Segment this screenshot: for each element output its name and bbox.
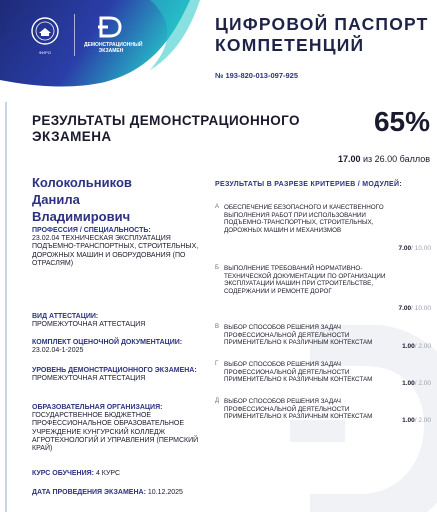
criterion-score-got: 1.00 [402,380,415,387]
level-label: УРОВЕНЬ ДЕМОНСТРАЦИОННОГО ЭКЗАМЕНА: [32,367,197,374]
criterion-score-got: 1.00 [402,417,415,424]
criterion-text: ВЫПОЛНЕНИЕ ТРЕБОВАНИЙ НОРМАТИВНО-ТЕХНИЧЕСКОЙ ДОКУМЕНТАЦИИ ПО ОРГАНИЗАЦИИ ЭКСПЛУАТАЦИИ МАШИН ПРИ СТРОИТЕЛЬСТВЕ, СОДЕРЖАНИИ И РЕМОНТЕ ДОРОГ [224,265,386,295]
firo-logo-icon [30,16,60,46]
criterion-score [402,380,431,387]
criterion-score [402,343,431,350]
profession-label: ПРОФЕССИЯ / СПЕЦИАЛЬНОСТЬ: [32,227,151,234]
criterion-score-max: / 10.00 [411,305,431,312]
criterion-score-max: / 10.00 [411,245,431,252]
result-title-line1: РЕЗУЛЬТАТЫ ДЕМОНСТРАЦИОННОГО [32,113,300,128]
header [0,0,437,100]
criterion-letter: Г [215,361,219,367]
criterion-score-max: / 2.00 [414,417,431,424]
result-title [32,113,322,145]
org-value: ГОСУДАРСТВЕННОЕ БЮДЖЕТНОЕ ПРОФЕССИОНАЛЬНОЕ ОБРАЗОВАТЕЛЬНОЕ УЧРЕЖДЕНИЕ КУНГУРСКИЙ КОЛЛЕДЖ АГРОТЕХНОЛОГИЙ И УПРАВЛЕНИЯ (ПЕРМСКИЙ КРАЙ) [32,412,199,453]
attestation-label: ВИД АТТЕСТАЦИИ: [32,313,99,320]
person-name-line1: Колокольников [32,175,132,190]
criterion-item [215,265,435,315]
course-block [32,470,120,478]
passport-number: № 193-820-013-097-925 [215,71,299,80]
kod-block [32,339,207,355]
person-name [32,174,202,225]
score-value: 17.00 [337,154,361,164]
course-label: КУРС ОБУЧЕНИЯ: [32,470,94,477]
passport-title [215,14,430,56]
person-name-line2: Данила [32,192,80,207]
attestation-value: ПРОМЕЖУТОЧНАЯ АТТЕСТАЦИЯ [32,321,146,329]
criterion-letter: А [215,204,220,210]
profession-block [32,227,207,268]
passport-title-line2: КОМПЕТЕНЦИЙ [215,35,365,55]
criterion-score [398,245,431,252]
course-value: 4 КУРС [94,470,121,477]
criterion-score [398,305,431,312]
criterion-item [215,204,435,256]
criterion-text: ОБЕСПЕЧЕНИЕ БЕЗОПАСНОГО И КАЧЕСТВЕННОГО ВЫПОЛНЕНИЯ РАБОТ ПРИ ИСПОЛЬЗОВАНИИ ПОДЪЕМНО-ТРАНСПОРТНЫХ, СТРОИТЕЛЬНЫХ, ДОРОЖНЫХ МАШИН И МЕХАНИЗМОВ [224,204,384,234]
logo1-caption: ФИРО [38,50,52,55]
criterion-score-max: / 2.00 [414,343,431,350]
logo2-caption: ДЕМОНСТРАЦИОННЫЙ ЭКЗАМЕН [84,42,143,54]
criteria-heading: РЕЗУЛЬТАТЫ В РАЗРЕЗЕ КРИТЕРИЕВ / МОДУЛЕЙ: [215,181,402,188]
date-value: 10.12.2025 [145,489,183,496]
score-rest: из 26.00 баллов [360,154,430,164]
date-block [32,489,183,497]
date-label: ДАТА ПРОВЕДЕНИЯ ЭКЗАМЕНА: [32,489,146,496]
result-score [290,154,430,164]
attestation-block [32,313,207,329]
result-title-line2: ЭКЗАМЕНА [32,129,112,144]
criterion-text: ВЫБОР СПОСОБОВ РЕШЕНИЯ ЗАДАЧ ПРОФЕССИОНАЛЬНОЙ ДЕЯТЕЛЬНОСТИ ПРИМЕНИТЕЛЬНО К РАЗЛИЧНЫМ КОНТЕКСТАМ [224,398,373,421]
passport-title-line1: ЦИФРОВОЙ ПАСПОРТ [215,14,429,34]
criterion-score-got: 7.00 [398,245,412,252]
criterion-item [215,324,435,352]
org-label: ОБРАЗОВАТЕЛЬНАЯ ОРГАНИЗАЦИЯ: [32,404,163,411]
criterion-score [402,417,431,424]
logo-divider [74,14,75,56]
demo-exam-logo-icon [98,16,122,38]
logo-area [0,0,185,82]
criterion-score-got: 7.00 [398,305,412,312]
criterion-letter: В [215,324,220,330]
org-block [32,404,207,453]
person-name-line3: Владимирович [32,209,131,224]
criterion-text: ВЫБОР СПОСОБОВ РЕШЕНИЯ ЗАДАЧ ПРОФЕССИОНАЛЬНОЙ ДЕЯТЕЛЬНОСТИ ПРИМЕНИТЕЛЬНО К РАЗЛИЧНЫМ КОНТЕКСТАМ [224,361,373,384]
criterion-score-got: 1.00 [402,343,415,350]
left-rule [5,102,7,512]
criterion-score-max: / 2.00 [414,380,431,387]
criterion-letter: Б [215,265,219,271]
kod-value: 23.02.04-1-2025 [32,347,84,355]
kod-label: КОМПЛЕКТ ОЦЕНОЧНОЙ ДОКУМЕНТАЦИИ: [32,339,183,346]
criterion-letter: Д [215,398,220,404]
criterion-item [215,361,435,389]
level-block [32,367,207,383]
criterion-item [215,398,435,426]
result-percent: 65% [373,106,430,137]
criterion-text: ВЫБОР СПОСОБОВ РЕШЕНИЯ ЗАДАЧ ПРОФЕССИОНАЛЬНОЙ ДЕЯТЕЛЬНОСТИ ПРИМЕНИТЕЛЬНО К РАЗЛИЧНЫМ КОНТЕКСТАМ [224,324,373,347]
profession-value: 23.02.04 ТЕХНИЧЕСКАЯ ЭКСПЛУАТАЦИЯ ПОДЪЕМНО-ТРАНСПОРТНЫХ, СТРОИТЕЛЬНЫХ, ДОРОЖНЫХ МАШИН И ОБОРУДОВАНИЯ (ПО ОТРАСЛЯМ) [32,235,199,267]
level-value: ПРОМЕЖУТОЧНАЯ АТТЕСТАЦИЯ [32,375,146,383]
